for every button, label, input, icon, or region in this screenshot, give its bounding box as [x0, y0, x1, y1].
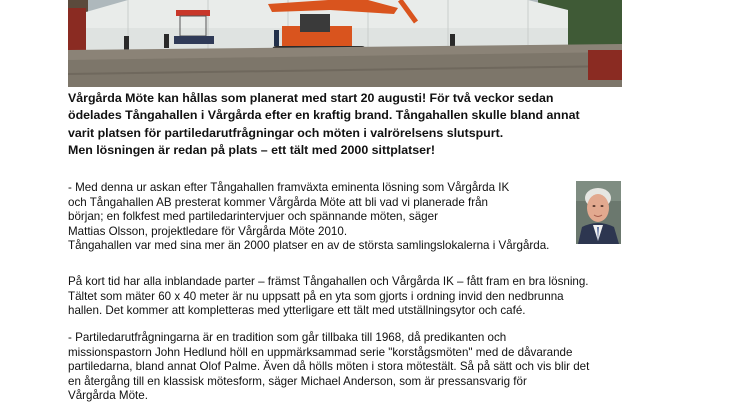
lead-line: varit platsen för partiledarutfrågningar och möten i valrörelsens slutspurt.	[68, 125, 504, 140]
paragraph-2	[68, 275, 668, 319]
text-line: Tältet som mäter 60 x 40 meter är nu uppsatt på en yta som gjorts i ordning invid den nedbrunna	[68, 289, 564, 303]
lead-line: Vårgårda Möte kan hållas som planerat med start 20 augusti! För två veckor sedan	[68, 91, 554, 105]
paragraph-quote-1	[68, 181, 668, 254]
lead-line: ödelades Tångahallen i Vårgårda efter en kraftig brand. Tångahallen skulle bland annat	[68, 108, 580, 123]
text-line: missionspastorn John Hedlund höll en uppmärksammad serie "korstågsmöten" med de dåvarande	[68, 345, 573, 359]
text-line: På kort tid har alla inblandade parter – främst Tångahallen och Vårgårda IK – fått fram en bra lösning.	[68, 275, 589, 288]
article-lead	[68, 90, 668, 159]
text-line: - Med denna ur askan efter Tångahallen framväxta eminenta lösning som Vårgårda IK	[68, 181, 510, 194]
text-line: - Partiledarutfrågningarna är en tradition som går tillbaka till 1968, då predikanten och	[68, 331, 507, 344]
text-line: och Tångahallen AB presterat kommer Vårgårda Möte att bli vad vi planerade från	[68, 195, 488, 209]
text-line: Mattias Olsson, projektledare för Vårgårda Möte 2010.	[68, 224, 348, 238]
text-line: Tångahallen var med sina mer än 2000 platser en av de största samlingslokalerna i Vårgårda.	[68, 239, 550, 252]
lead-line: Men lösningen är redan på plats – ett tält med 2000 sittplatser!	[68, 142, 436, 157]
text-line: Vårgårda Möte.	[68, 389, 148, 402]
text-line: partiledarna, bland annat Olof Palme. Även då hölls möten i stora mötestält. Så på sätt och vis blir det	[68, 360, 590, 373]
header-photo	[68, 0, 622, 87]
text-line: början; en folkfest med partiledarintervjuer och spännande möten, säger	[68, 210, 438, 223]
paragraph-quote-3	[68, 331, 668, 404]
text-line: hallen. Det kommer att kompletteras med ytterligare ett tält med utställningsytor och café.	[68, 304, 526, 317]
text-line: en återgång till en klassisk mötesform, säger Michael Anderson, som är pressansvarig för	[68, 374, 527, 388]
